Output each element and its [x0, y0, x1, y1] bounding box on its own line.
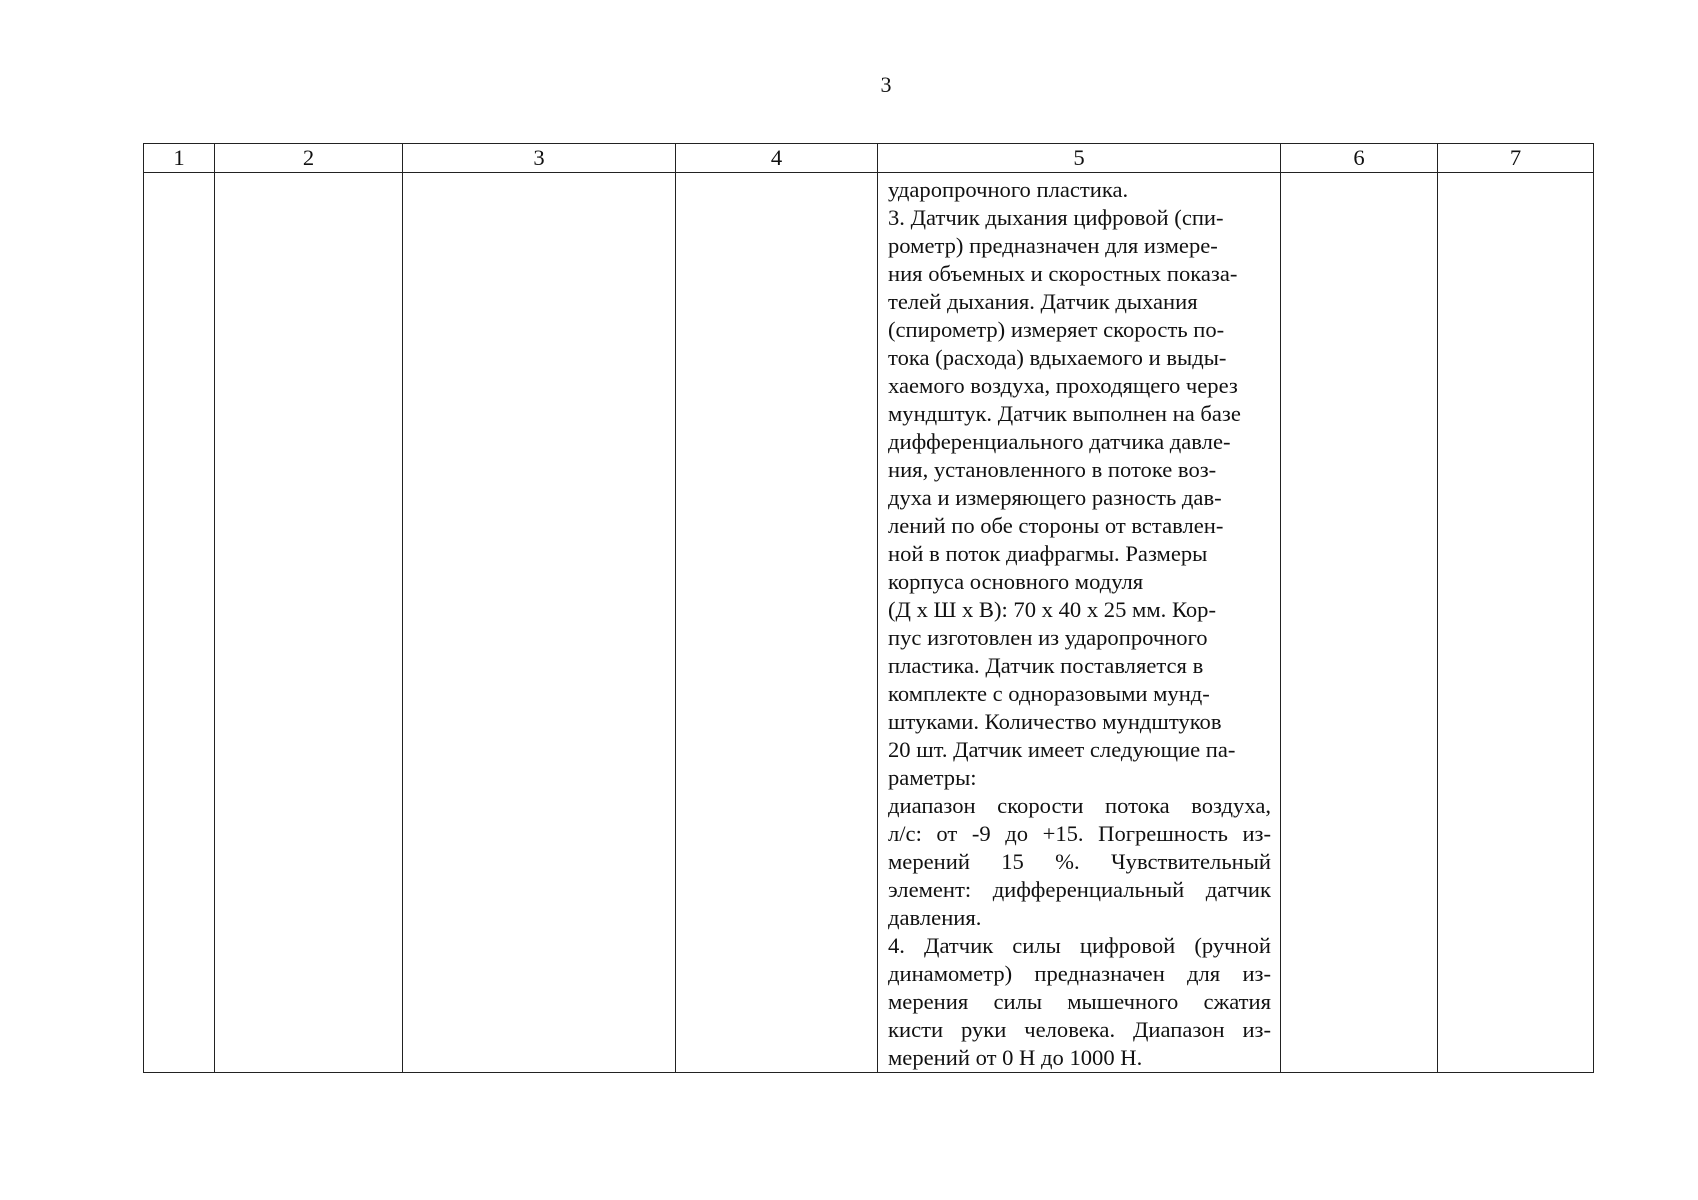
text-line: духа и измеряющего разность дав- [888, 485, 1222, 510]
text-line: ния, установленного в потоке воз- [888, 457, 1217, 482]
column-header-1: 1 [144, 144, 215, 173]
text-line: дифференциального датчика давле- [888, 429, 1231, 454]
cell-col-6 [1281, 173, 1438, 1073]
text-line: элемент: дифференциальный датчик [888, 877, 1271, 902]
cell-col-5-description [878, 173, 1281, 1073]
text-line: раметры: [888, 765, 977, 790]
text-line: телей дыхания. Датчик дыхания [888, 289, 1198, 314]
text-line: л/с: от -9 до +15. Погрешность из- [888, 821, 1271, 846]
cell-col-7 [1438, 173, 1594, 1073]
text-line: комплекте с одноразовыми мунд- [888, 681, 1210, 706]
text-line: 20 шт. Датчик имеет следующие па- [888, 737, 1236, 762]
cell-col-3 [403, 173, 676, 1073]
text-line: давления. [888, 905, 982, 930]
cell-col-2 [215, 173, 403, 1073]
column-header-3: 3 [403, 144, 676, 173]
text-line: лений по обе стороны от вставлен- [888, 513, 1224, 538]
text-line: кисти руки человека. Диапазон из- [888, 1017, 1271, 1042]
column-header-5: 5 [878, 144, 1281, 173]
text-line: тока (расхода) вдыхаемого и выды- [888, 345, 1227, 370]
text-line: ной в поток диафрагмы. Размеры [888, 541, 1208, 566]
cell-col-1 [144, 173, 215, 1073]
text-line: корпуса основного модуля [888, 569, 1144, 594]
text-line: пластика. Датчик поставляется в [888, 653, 1204, 678]
specification-table [143, 143, 1594, 1073]
text-line: штуками. Количество мундштуков [888, 709, 1222, 734]
page-number: 3 [880, 72, 892, 97]
text-line: хаемого воздуха, проходящего через [888, 373, 1238, 398]
text-line: мундштук. Датчик выполнен на базе [888, 401, 1241, 426]
text-line: пус изготовлен из ударопрочного [888, 625, 1208, 650]
text-line: (Д х Ш х В): 70 х 40 х 25 мм. Кор- [888, 597, 1217, 622]
text-line: ния объемных и скоростных показа- [888, 261, 1238, 286]
table-row [144, 173, 1594, 1073]
text-line: мерений 15 %. Чувствительный [888, 849, 1271, 874]
column-header-6: 6 [1281, 144, 1438, 173]
column-number-row [144, 144, 1594, 173]
text-line: рометр) предназначен для измере- [888, 233, 1218, 258]
column-header-4: 4 [676, 144, 878, 173]
text-line: динамометр) предназначен для из- [888, 961, 1271, 986]
text-line: (спирометр) измеряет скорость по- [888, 317, 1225, 342]
cell-col-4 [676, 173, 878, 1073]
description-text [878, 173, 1280, 1072]
text-line: 4. Датчик силы цифровой (ручной [888, 933, 1271, 958]
text-line: ударопрочного пластика. [888, 177, 1129, 202]
text-line: мерения силы мышечного сжатия [888, 989, 1271, 1014]
column-header-7: 7 [1438, 144, 1594, 173]
text-line: диапазон скорости потока воздуха, [888, 793, 1271, 818]
text-line: 3. Датчик дыхания цифровой (спи- [888, 205, 1224, 230]
column-header-2: 2 [215, 144, 403, 173]
text-line: мерений от 0 Н до 1000 Н. [888, 1045, 1143, 1070]
